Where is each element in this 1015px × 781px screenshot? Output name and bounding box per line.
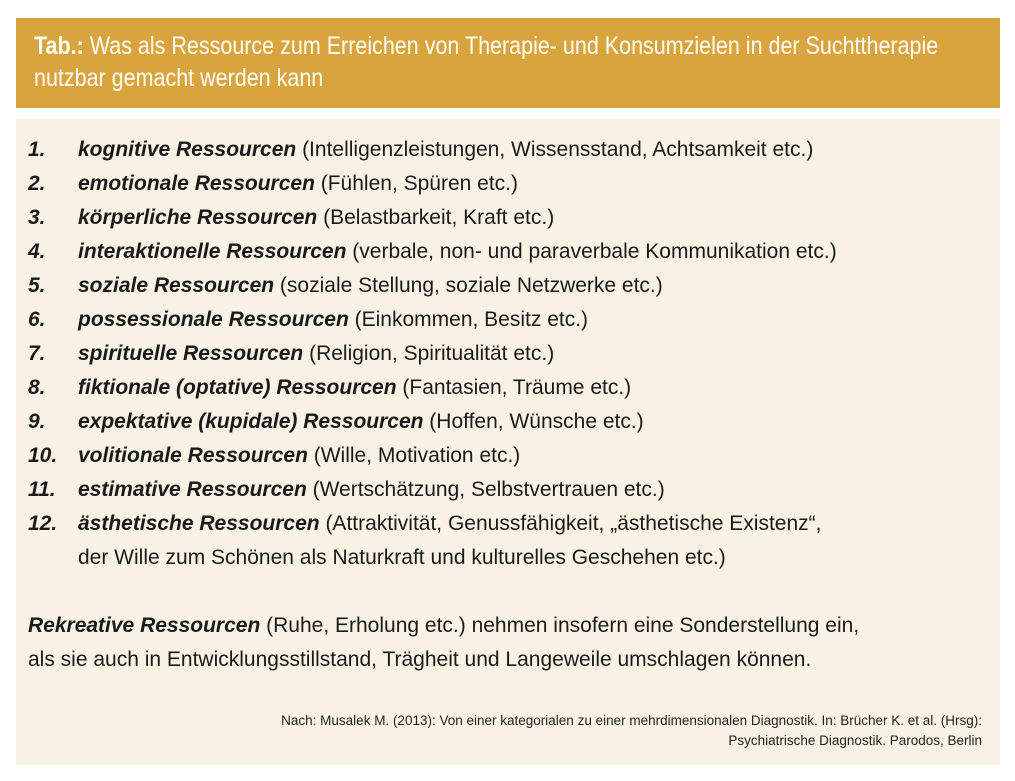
tab-label: Tab.: bbox=[34, 32, 84, 60]
item-desc: (Attraktivität, Genussfähigkeit, „ästhetische Existenz“, bbox=[319, 512, 822, 535]
table-header bbox=[16, 18, 1000, 108]
item-desc: (verbale, non- und paraverbale Kommunikation etc.) bbox=[346, 240, 837, 263]
item-desc: (Hoffen, Wünsche etc.) bbox=[423, 410, 644, 433]
rekreative-line-2: als sie auch in Entwicklungsstillstand, Trägheit und Langeweile umschlagen können. bbox=[28, 648, 812, 671]
item-term: volitionale Ressourcen bbox=[78, 444, 308, 467]
item-number: 6. bbox=[28, 308, 46, 331]
item-term: kognitive Ressourcen bbox=[78, 138, 297, 161]
item-number: 1. bbox=[28, 138, 46, 161]
list-item bbox=[28, 167, 988, 201]
item-term: körperliche Ressourcen bbox=[78, 206, 318, 229]
item-desc: (Wille, Motivation etc.) bbox=[307, 444, 521, 467]
item-number: 2. bbox=[28, 172, 46, 195]
rekreative-term: Rekreative Ressourcen bbox=[28, 614, 261, 637]
source-line-1: Nach: Musalek M. (2013): Von einer kategorialen zu einer mehrdimensionalen Diagnostik. In: Brücher K. et al. (Hrsg): bbox=[281, 713, 982, 728]
item-desc: (Belastbarkeit, Kraft etc.) bbox=[317, 206, 555, 229]
list-item bbox=[28, 269, 988, 303]
item-number: 9. bbox=[28, 410, 46, 433]
item-term: emotionale Ressourcen bbox=[78, 172, 315, 195]
list-item bbox=[28, 201, 988, 235]
item-desc: (Fantasien, Träume etc.) bbox=[396, 376, 632, 399]
item-number: 7. bbox=[28, 342, 46, 365]
title-line-1: Was als Ressource zum Erreichen von Therapie- und Konsumzielen in der Suchttherapie bbox=[83, 32, 939, 60]
list-item bbox=[28, 371, 988, 405]
list-item bbox=[28, 405, 988, 439]
item-number: 5. bbox=[28, 274, 46, 297]
item-desc: (Wertschätzung, Selbstvertrauen etc.) bbox=[306, 478, 665, 501]
item-number: 8. bbox=[28, 376, 46, 399]
item-number: 4. bbox=[28, 240, 46, 263]
rekreative-line-1: (Ruhe, Erholung etc.) nehmen insofern eine Sonderstellung ein, bbox=[260, 614, 860, 637]
item-desc: (Religion, Spiritualität etc.) bbox=[303, 342, 555, 365]
resource-list bbox=[28, 133, 988, 575]
list-item bbox=[28, 439, 988, 473]
item-desc: (Fühlen, Spüren etc.) bbox=[314, 172, 519, 195]
rekreative-note bbox=[28, 609, 988, 677]
list-item bbox=[28, 473, 988, 507]
title-line-2: nutzbar gemacht werden kann bbox=[34, 64, 324, 92]
list-item bbox=[28, 133, 988, 167]
source-line-2: Psychiatrische Diagnostik. Parodos, Berlin bbox=[728, 733, 982, 748]
item-number: 11. bbox=[28, 478, 56, 501]
table-title bbox=[34, 30, 997, 94]
item-desc: (Einkommen, Besitz etc.) bbox=[348, 308, 589, 331]
item-term: interaktionelle Ressourcen bbox=[78, 240, 347, 263]
list-item bbox=[28, 235, 988, 269]
source-citation bbox=[82, 711, 982, 751]
item-term: fiktionale (optative) Ressourcen bbox=[78, 376, 397, 399]
item-term: possessionale Ressourcen bbox=[78, 308, 349, 331]
item-number: 3. bbox=[28, 206, 46, 229]
item-term: ästhetische Ressourcen bbox=[78, 512, 320, 535]
item-desc: (soziale Stellung, soziale Netzwerke etc.) bbox=[274, 274, 663, 297]
list-item bbox=[28, 303, 988, 337]
item-term: spirituelle Ressourcen bbox=[78, 342, 304, 365]
item-term: expektative (kupidale) Ressourcen bbox=[78, 410, 424, 433]
item-number: 12. bbox=[28, 512, 58, 535]
item-term: soziale Ressourcen bbox=[78, 274, 275, 297]
item-term: estimative Ressourcen bbox=[78, 478, 307, 501]
list-item bbox=[28, 337, 988, 371]
item-desc: (Intelligenzleistungen, Wissensstand, Achtsamkeit etc.) bbox=[296, 138, 814, 161]
item-number: 10. bbox=[28, 444, 58, 467]
content-panel bbox=[16, 119, 1000, 765]
list-item bbox=[28, 507, 988, 575]
item-desc-continuation: der Wille zum Schönen als Naturkraft und kulturelles Geschehen etc.) bbox=[78, 546, 726, 569]
